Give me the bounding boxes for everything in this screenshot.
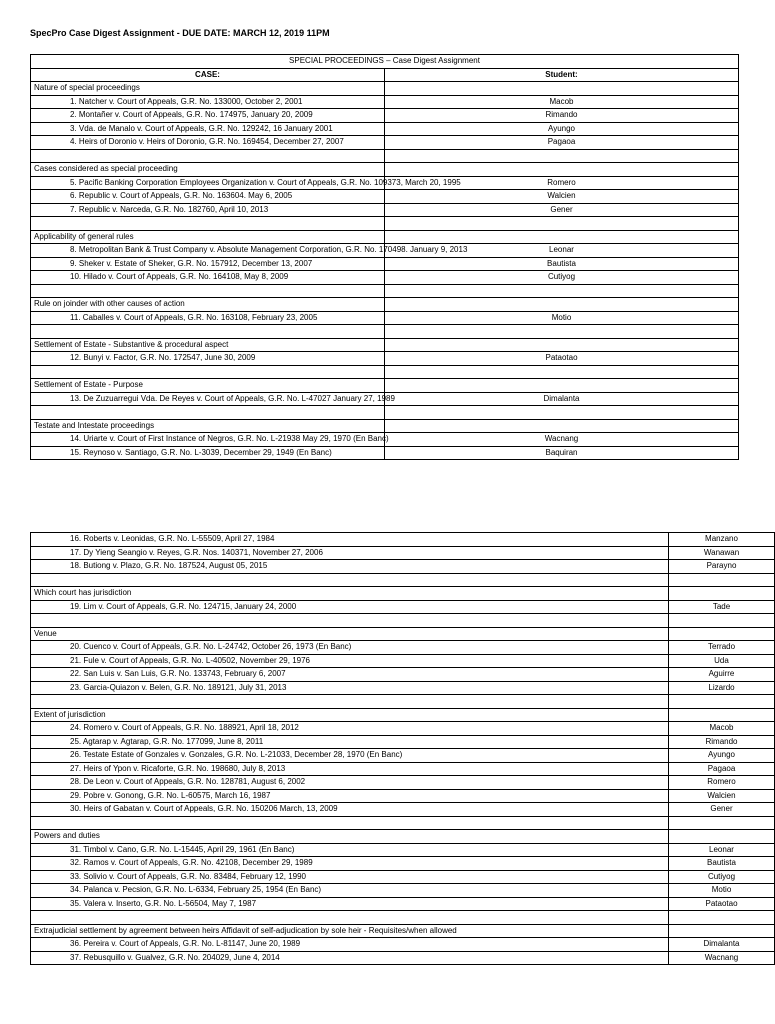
student-cell: Parayno <box>669 560 775 574</box>
case-row <box>31 789 775 803</box>
case-cell: 21. Fule v. Court of Appeals, G.R. No. L-40502, November 29, 1976 <box>31 654 669 668</box>
student-cell-empty <box>669 924 775 938</box>
case-column-header: CASE: <box>31 68 385 82</box>
case-cell: 34. Palanca v. Pecsion, G.R. No. L-6334, February 25, 1954 (En Banc) <box>31 884 669 898</box>
section-heading: Venue <box>31 627 669 641</box>
student-cell-empty <box>669 708 775 722</box>
case-cell: 36. Pereira v. Court of Appeals, G.R. No. L-81147, June 20, 1989 <box>31 938 669 952</box>
student-cell: Leonar <box>669 843 775 857</box>
case-row <box>31 257 739 271</box>
empty-cell <box>669 816 775 830</box>
student-cell: Gener <box>669 803 775 817</box>
section-heading: Testate and Intestate proceedings <box>31 419 385 433</box>
section-row <box>31 587 775 601</box>
student-cell: Wacnang <box>385 433 739 447</box>
case-cell: 29. Pobre v. Gonong, G.R. No. L-60575, March 16, 1987 <box>31 789 669 803</box>
case-row <box>31 311 739 325</box>
case-row <box>31 203 739 217</box>
student-cell: Romero <box>669 776 775 790</box>
blank-row <box>31 365 739 379</box>
section-heading: Nature of special proceedings <box>31 82 385 96</box>
empty-cell <box>385 406 739 420</box>
student-cell: Aguirre <box>669 668 775 682</box>
blank-row <box>31 573 775 587</box>
blank-row <box>31 149 739 163</box>
student-cell: Motio <box>669 884 775 898</box>
student-cell: Tade <box>669 600 775 614</box>
student-cell: Cutiyog <box>669 870 775 884</box>
blank-row <box>31 614 775 628</box>
table-title-row <box>31 55 739 69</box>
section-row <box>31 163 739 177</box>
student-cell: Ayungo <box>385 122 739 136</box>
empty-cell <box>31 149 385 163</box>
empty-cell <box>669 911 775 925</box>
case-row <box>31 560 775 574</box>
assignment-table-page-2 <box>30 532 775 965</box>
case-cell: 15. Reynoso v. Santiago, G.R. No. L-3039, December 29, 1949 (En Banc) <box>31 446 385 460</box>
empty-cell <box>31 614 669 628</box>
case-cell: 33. Solivio v. Court of Appeals, G.R. No. 83484, February 12, 1990 <box>31 870 669 884</box>
student-cell: Romero <box>385 176 739 190</box>
case-row <box>31 641 775 655</box>
student-cell-empty <box>385 163 739 177</box>
empty-cell <box>669 573 775 587</box>
case-row <box>31 668 775 682</box>
table-title: SPECIAL PROCEEDINGS – Case Digest Assignment <box>31 55 739 69</box>
empty-cell <box>31 816 669 830</box>
case-cell: 10. Hilado v. Court of Appeals, G.R. No. 164108, May 8, 2009 <box>31 271 385 285</box>
empty-cell <box>31 365 385 379</box>
section-row <box>31 82 739 96</box>
case-cell: 30. Heirs of Gabatan v. Court of Appeals, G.R. No. 150206 March, 13, 2009 <box>31 803 669 817</box>
section-row <box>31 708 775 722</box>
section-heading: Extrajudicial settlement by agreement between heirs Affidavit of self-adjudication by sole heir - Requisites/when allowed <box>31 924 669 938</box>
case-row <box>31 352 739 366</box>
blank-row <box>31 816 775 830</box>
section-heading: Powers and duties <box>31 830 669 844</box>
case-row <box>31 392 739 406</box>
case-row <box>31 776 775 790</box>
student-cell: Ayungo <box>669 749 775 763</box>
empty-cell <box>385 149 739 163</box>
case-row <box>31 446 739 460</box>
case-row <box>31 735 775 749</box>
case-cell: 7. Republic v. Narceda, G.R. No. 182760, April 10, 2013 <box>31 203 385 217</box>
student-cell: Macob <box>669 722 775 736</box>
case-cell: 2. Montañer v. Court of Appeals, G.R. No. 174975, January 20, 2009 <box>31 109 385 123</box>
student-cell: Manzano <box>669 533 775 547</box>
section-heading: Settlement of Estate - Substantive & procedural aspect <box>31 338 385 352</box>
case-cell: 12. Bunyi v. Factor, G.R. No. 172547, June 30, 2009 <box>31 352 385 366</box>
blank-row <box>31 217 739 231</box>
case-row <box>31 136 739 150</box>
table-header-row <box>31 68 739 82</box>
student-cell: Rimando <box>669 735 775 749</box>
case-cell: 20. Cuenco v. Court of Appeals, G.R. No. L-24742, October 26, 1973 (En Banc) <box>31 641 669 655</box>
case-cell: 22. San Luis v. San Luis, G.R. No. 133743, February 6, 2007 <box>31 668 669 682</box>
case-row <box>31 533 775 547</box>
case-cell: 37. Rebusquillo v. Gualvez, G.R. No. 204029, June 4, 2014 <box>31 951 669 965</box>
section-row <box>31 379 739 393</box>
case-row <box>31 857 775 871</box>
case-row <box>31 870 775 884</box>
section-row <box>31 419 739 433</box>
section-heading: Extent of jurisdiction <box>31 708 669 722</box>
document-title: SpecPro Case Digest Assignment - DUE DATE: MARCH 12, 2019 11PM <box>30 28 330 38</box>
section-row <box>31 338 739 352</box>
student-cell: Pagaoa <box>385 136 739 150</box>
case-cell: 19. Lim v. Court of Appeals, G.R. No. 124715, January 24, 2000 <box>31 600 669 614</box>
case-row <box>31 749 775 763</box>
case-row <box>31 600 775 614</box>
student-cell: Bautista <box>385 257 739 271</box>
case-row <box>31 951 775 965</box>
case-row <box>31 654 775 668</box>
case-cell: 8. Metropolitan Bank & Trust Company v. Absolute Management Corporation, G.R. No. 170498. January 9, 2013 <box>31 244 385 258</box>
section-heading: Applicability of general rules <box>31 230 385 244</box>
case-cell: 3. Vda. de Manalo v. Court of Appeals, G.R. No. 129242, 16 January 2001 <box>31 122 385 136</box>
empty-cell <box>31 406 385 420</box>
empty-cell <box>385 284 739 298</box>
assignment-table-page-1 <box>30 54 739 460</box>
empty-cell <box>31 695 669 709</box>
case-cell: 17. Dy Yieng Seangio v. Reyes, G.R. Nos. 140371, November 27, 2006 <box>31 546 669 560</box>
student-cell: Walcien <box>669 789 775 803</box>
case-cell: 1. Natcher v. Court of Appeals, G.R. No. 133000, October 2, 2001 <box>31 95 385 109</box>
case-cell: 11. Caballes v. Court of Appeals, G.R. No. 163108, February 23, 2005 <box>31 311 385 325</box>
student-cell: Uda <box>669 654 775 668</box>
student-cell: Pataotao <box>669 897 775 911</box>
case-row <box>31 176 739 190</box>
student-cell: Dimalanta <box>385 392 739 406</box>
student-cell: Terrado <box>669 641 775 655</box>
case-row <box>31 843 775 857</box>
case-row <box>31 546 775 560</box>
case-cell: 5. Pacific Banking Corporation Employees Organization v. Court of Appeals, G.R. No. 109373, March 20, 1995 <box>31 176 385 190</box>
blank-row <box>31 284 739 298</box>
case-cell: 28. De Leon v. Court of Appeals, G.R. No. 128781, August 6, 2002 <box>31 776 669 790</box>
case-row <box>31 109 739 123</box>
blank-row <box>31 325 739 339</box>
section-heading: Which court has jurisdiction <box>31 587 669 601</box>
case-cell: 23. Garcia-Quiazon v. Belen, G.R. No. 189121, July 31, 2013 <box>31 681 669 695</box>
student-cell-empty <box>385 338 739 352</box>
empty-cell <box>385 365 739 379</box>
student-cell: Baquiran <box>385 446 739 460</box>
case-row <box>31 433 739 447</box>
section-row <box>31 627 775 641</box>
student-cell: Lizardo <box>669 681 775 695</box>
case-row <box>31 897 775 911</box>
case-cell: 18. Butiong v. Plazo, G.R. No. 187524, August 05, 2015 <box>31 560 669 574</box>
case-cell: 6. Republic v. Court of Appeals, G.R. No. 163604. May 6, 2005 <box>31 190 385 204</box>
section-heading: Settlement of Estate - Purpose <box>31 379 385 393</box>
case-cell: 24. Romero v. Court of Appeals, G.R. No. 188921, April 18, 2012 <box>31 722 669 736</box>
blank-row <box>31 695 775 709</box>
case-cell: 31. Timbol v. Cano, G.R. No. L-15445, April 29, 1961 (En Banc) <box>31 843 669 857</box>
student-cell: Leonar <box>385 244 739 258</box>
case-row <box>31 884 775 898</box>
case-cell: 4. Heirs of Doronio v. Heirs of Doronio, G.R. No. 169454, December 27, 2007 <box>31 136 385 150</box>
case-row <box>31 190 739 204</box>
empty-cell <box>385 217 739 231</box>
blank-row <box>31 911 775 925</box>
empty-cell <box>31 217 385 231</box>
empty-cell <box>31 573 669 587</box>
case-row <box>31 803 775 817</box>
student-cell: Cutiyog <box>385 271 739 285</box>
student-cell: Gener <box>385 203 739 217</box>
student-cell-empty <box>669 587 775 601</box>
student-cell: Rimando <box>385 109 739 123</box>
student-cell-empty <box>669 830 775 844</box>
student-cell: Dimalanta <box>669 938 775 952</box>
case-row <box>31 938 775 952</box>
student-cell: Macob <box>385 95 739 109</box>
empty-cell <box>385 325 739 339</box>
student-cell: Walcien <box>385 190 739 204</box>
section-heading: Cases considered as special proceeding <box>31 163 385 177</box>
empty-cell <box>31 284 385 298</box>
case-cell: 25. Agtarap v. Agtarap, G.R. No. 177099, June 8, 2011 <box>31 735 669 749</box>
student-cell-empty <box>385 230 739 244</box>
student-cell-empty <box>385 82 739 96</box>
student-cell-empty <box>385 298 739 312</box>
case-cell: 32. Ramos v. Court of Appeals, G.R. No. 42108, December 29, 1989 <box>31 857 669 871</box>
section-row <box>31 924 775 938</box>
student-cell: Motio <box>385 311 739 325</box>
case-cell: 27. Heirs of Ypon v. Ricaforte, G.R. No. 198680, July 8, 2013 <box>31 762 669 776</box>
section-row <box>31 830 775 844</box>
student-cell: Wanawan <box>669 546 775 560</box>
section-heading: Rule on joinder with other causes of action <box>31 298 385 312</box>
student-cell: Wacnang <box>669 951 775 965</box>
case-cell: 14. Uriarte v. Court of First Instance of Negros, G.R. No. L-21938 May 29, 1970 (En Banc) <box>31 433 385 447</box>
student-cell-empty <box>385 419 739 433</box>
section-row <box>31 230 739 244</box>
case-row <box>31 122 739 136</box>
empty-cell <box>669 695 775 709</box>
case-row <box>31 722 775 736</box>
case-row <box>31 244 739 258</box>
empty-cell <box>31 325 385 339</box>
case-cell: 13. De Zuzuarregui Vda. De Reyes v. Court of Appeals, G.R. No. L-47027 January 27, 1989 <box>31 392 385 406</box>
student-cell: Pagaoa <box>669 762 775 776</box>
case-cell: 35. Valera v. Inserto, G.R. No. L-56504, May 7, 1987 <box>31 897 669 911</box>
student-column-header: Student: <box>385 68 739 82</box>
case-row <box>31 681 775 695</box>
student-cell-empty <box>669 627 775 641</box>
case-cell: 26. Testate Estate of Gonzales v. Gonzales, G.R. No. L-21033, December 28, 1970 (En Banc) <box>31 749 669 763</box>
empty-cell <box>31 911 669 925</box>
case-row <box>31 271 739 285</box>
case-row <box>31 95 739 109</box>
blank-row <box>31 406 739 420</box>
case-cell: 9. Sheker v. Estate of Sheker, G.R. No. 157912, December 13, 2007 <box>31 257 385 271</box>
case-cell: 16. Roberts v. Leonidas, G.R. No. L-55509, April 27, 1984 <box>31 533 669 547</box>
empty-cell <box>669 614 775 628</box>
student-cell-empty <box>385 379 739 393</box>
section-row <box>31 298 739 312</box>
student-cell: Pataotao <box>385 352 739 366</box>
student-cell: Bautista <box>669 857 775 871</box>
case-row <box>31 762 775 776</box>
